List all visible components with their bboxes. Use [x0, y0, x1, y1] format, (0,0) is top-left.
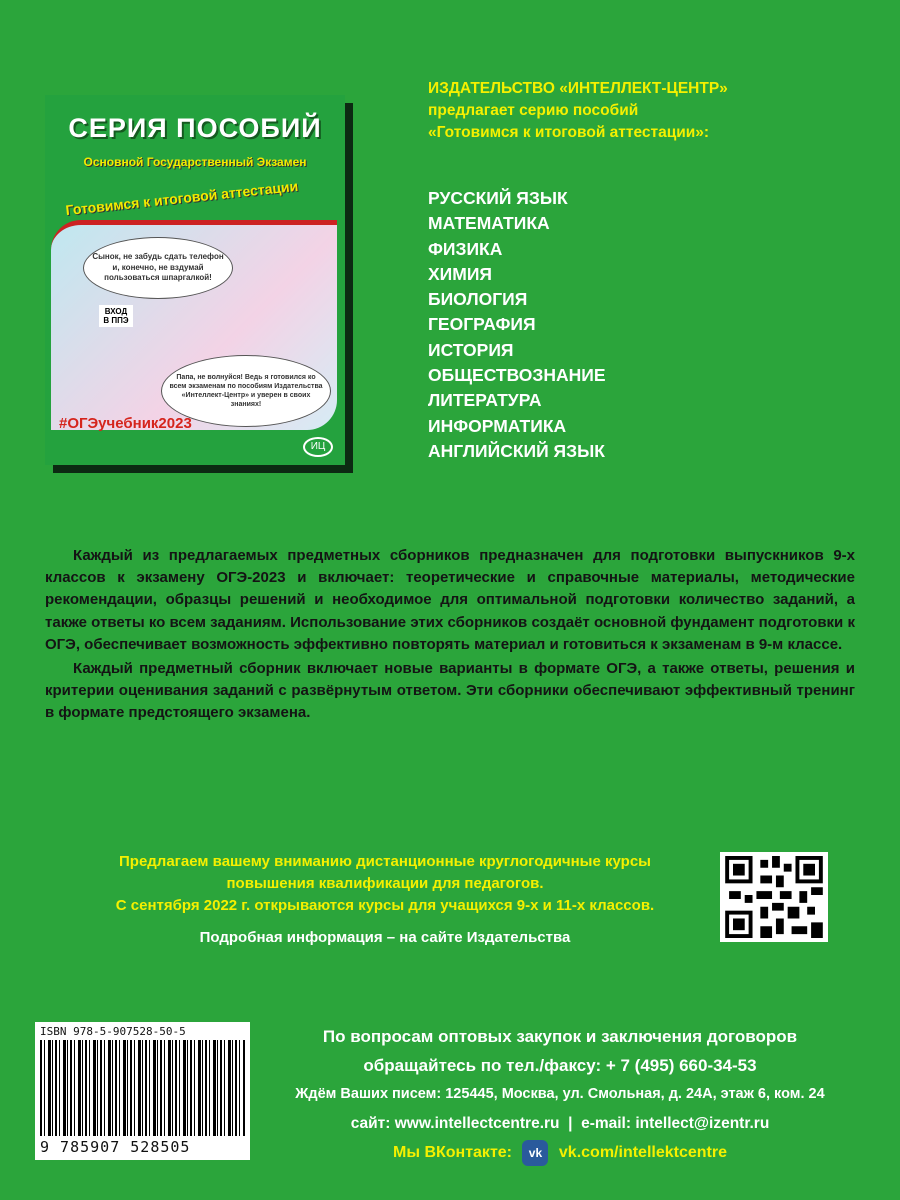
door-sign: ВХОД В ППЭ [99, 305, 133, 327]
cover-illustration [51, 220, 337, 430]
vk-row [250, 1138, 870, 1167]
courses-line: Предлагаем вашему вниманию дистанционные круглогодичные курсы [119, 853, 651, 870]
description [45, 545, 855, 725]
subject-item: ГЕОГРАФИЯ [428, 314, 536, 335]
courses-announcement [40, 851, 730, 917]
barcode-bars [40, 1040, 245, 1136]
speech-bubble-father: Сынок, не забудь сдать телефон и, конечно, не вздумай пользоваться шпаргалкой! [83, 237, 233, 299]
publisher-name: ИЗДАТЕЛЬСТВО «ИНТЕЛЛЕКТ-ЦЕНТР» [428, 80, 728, 97]
vk-icon: vk [522, 1140, 548, 1166]
description-paragraph: Каждый предметный сборник включает новые варианты в формате ОГЭ, а также ответы, решения и критерии оценивания заданий с развёрнутым ответом. Эти сборники обеспечивают эффективный тренинг в формате предстоящего экзамена. [45, 660, 855, 722]
barcode-number: 9 785907 528505 [40, 1138, 191, 1156]
contacts [250, 1022, 870, 1167]
series-cover-image [45, 95, 345, 465]
isbn-barcode [35, 1022, 250, 1160]
web-email-text: сайт: www.intellectcentre.ru | e-mail: intellect@izentr.ru [350, 1115, 770, 1132]
isbn-text: ISBN 978-5-907528-50-5 [40, 1025, 186, 1038]
publisher-logo-icon: ИЦ [303, 437, 333, 457]
subject-item: МАТЕМАТИКА [428, 213, 550, 234]
series-name: «Готовимся к итоговой аттестации»: [428, 124, 710, 141]
subject-item: ИНФОРМАТИКА [428, 415, 567, 436]
subject-item: БИОЛОГИЯ [428, 289, 528, 310]
speech-bubble-son: Папа, не волнуйся! Ведь я готовился ко всем экзаменам по пособиям Издательства «Интеллект-Центр» и уверен в своих знаниях! [161, 355, 331, 427]
vk-label: Мы ВКонтакте: [393, 1144, 512, 1161]
cover-series-title: СЕРИЯ ПОСОБИЙ [68, 113, 322, 143]
cover-subtitle: Готовимся к итоговой аттестации [64, 177, 299, 219]
description-paragraph: Каждый из предлагаемых предметных сборников предназначен для подготовки выпускников 9-х классов к экзамену ОГЭ-2023 и включает: теоретические и справочные материалы, методические рекомендации, образцы решений и необходимое для оптимальной подготовки количество заданий, а также ответы ко всем заданиям. Использование этих сборников создаёт основной фундамент подготовки к ОГЭ, обеспечивает возможность эффективно повторять материал и готовиться к экзаменам в 9-м классе. [45, 547, 855, 653]
phone-text: обращайтесь по тел./факсу: + 7 (495) 660-34-53 [363, 1056, 757, 1075]
cover-exam-title: Основной Государственный Экзамен [83, 155, 307, 169]
subject-item: ФИЗИКА [428, 238, 503, 259]
subject-item: ЛИТЕРАТУРА [428, 390, 542, 411]
publisher-offer: предлагает серию пособий [428, 102, 639, 119]
cover-hashtag: #ОГЭучебник2023 [59, 415, 192, 432]
wholesale-text: По вопросам оптовых закупок и заключения договоров [322, 1027, 798, 1046]
subject-list [428, 186, 606, 464]
vk-link[interactable]: vk.com/intellektcentre [558, 1144, 727, 1161]
courses-line: С сентября 2022 г. открываются курсы для учащихся 9-х и 11-х классов. [115, 897, 655, 914]
more-info: Подробная информация – на сайте Издательства [199, 929, 571, 946]
subject-item: РУССКИЙ ЯЗЫК [428, 188, 568, 208]
address-text: Ждём Ваших писем: 125445, Москва, ул. Смольная, д. 24А, этаж 6, ком. 24 [295, 1086, 825, 1102]
subject-item: ХИМИЯ [428, 263, 492, 284]
qr-code[interactable] [720, 852, 828, 942]
courses-line: повышения квалификации для педагогов. [226, 875, 544, 892]
subject-item: ОБЩЕСТВОЗНАНИЕ [428, 365, 606, 386]
subject-item: ИСТОРИЯ [428, 339, 514, 360]
publisher-intro [428, 78, 728, 144]
subject-item: АНГЛИЙСКИЙ ЯЗЫК [428, 440, 605, 461]
qr-code-icon [724, 856, 824, 938]
